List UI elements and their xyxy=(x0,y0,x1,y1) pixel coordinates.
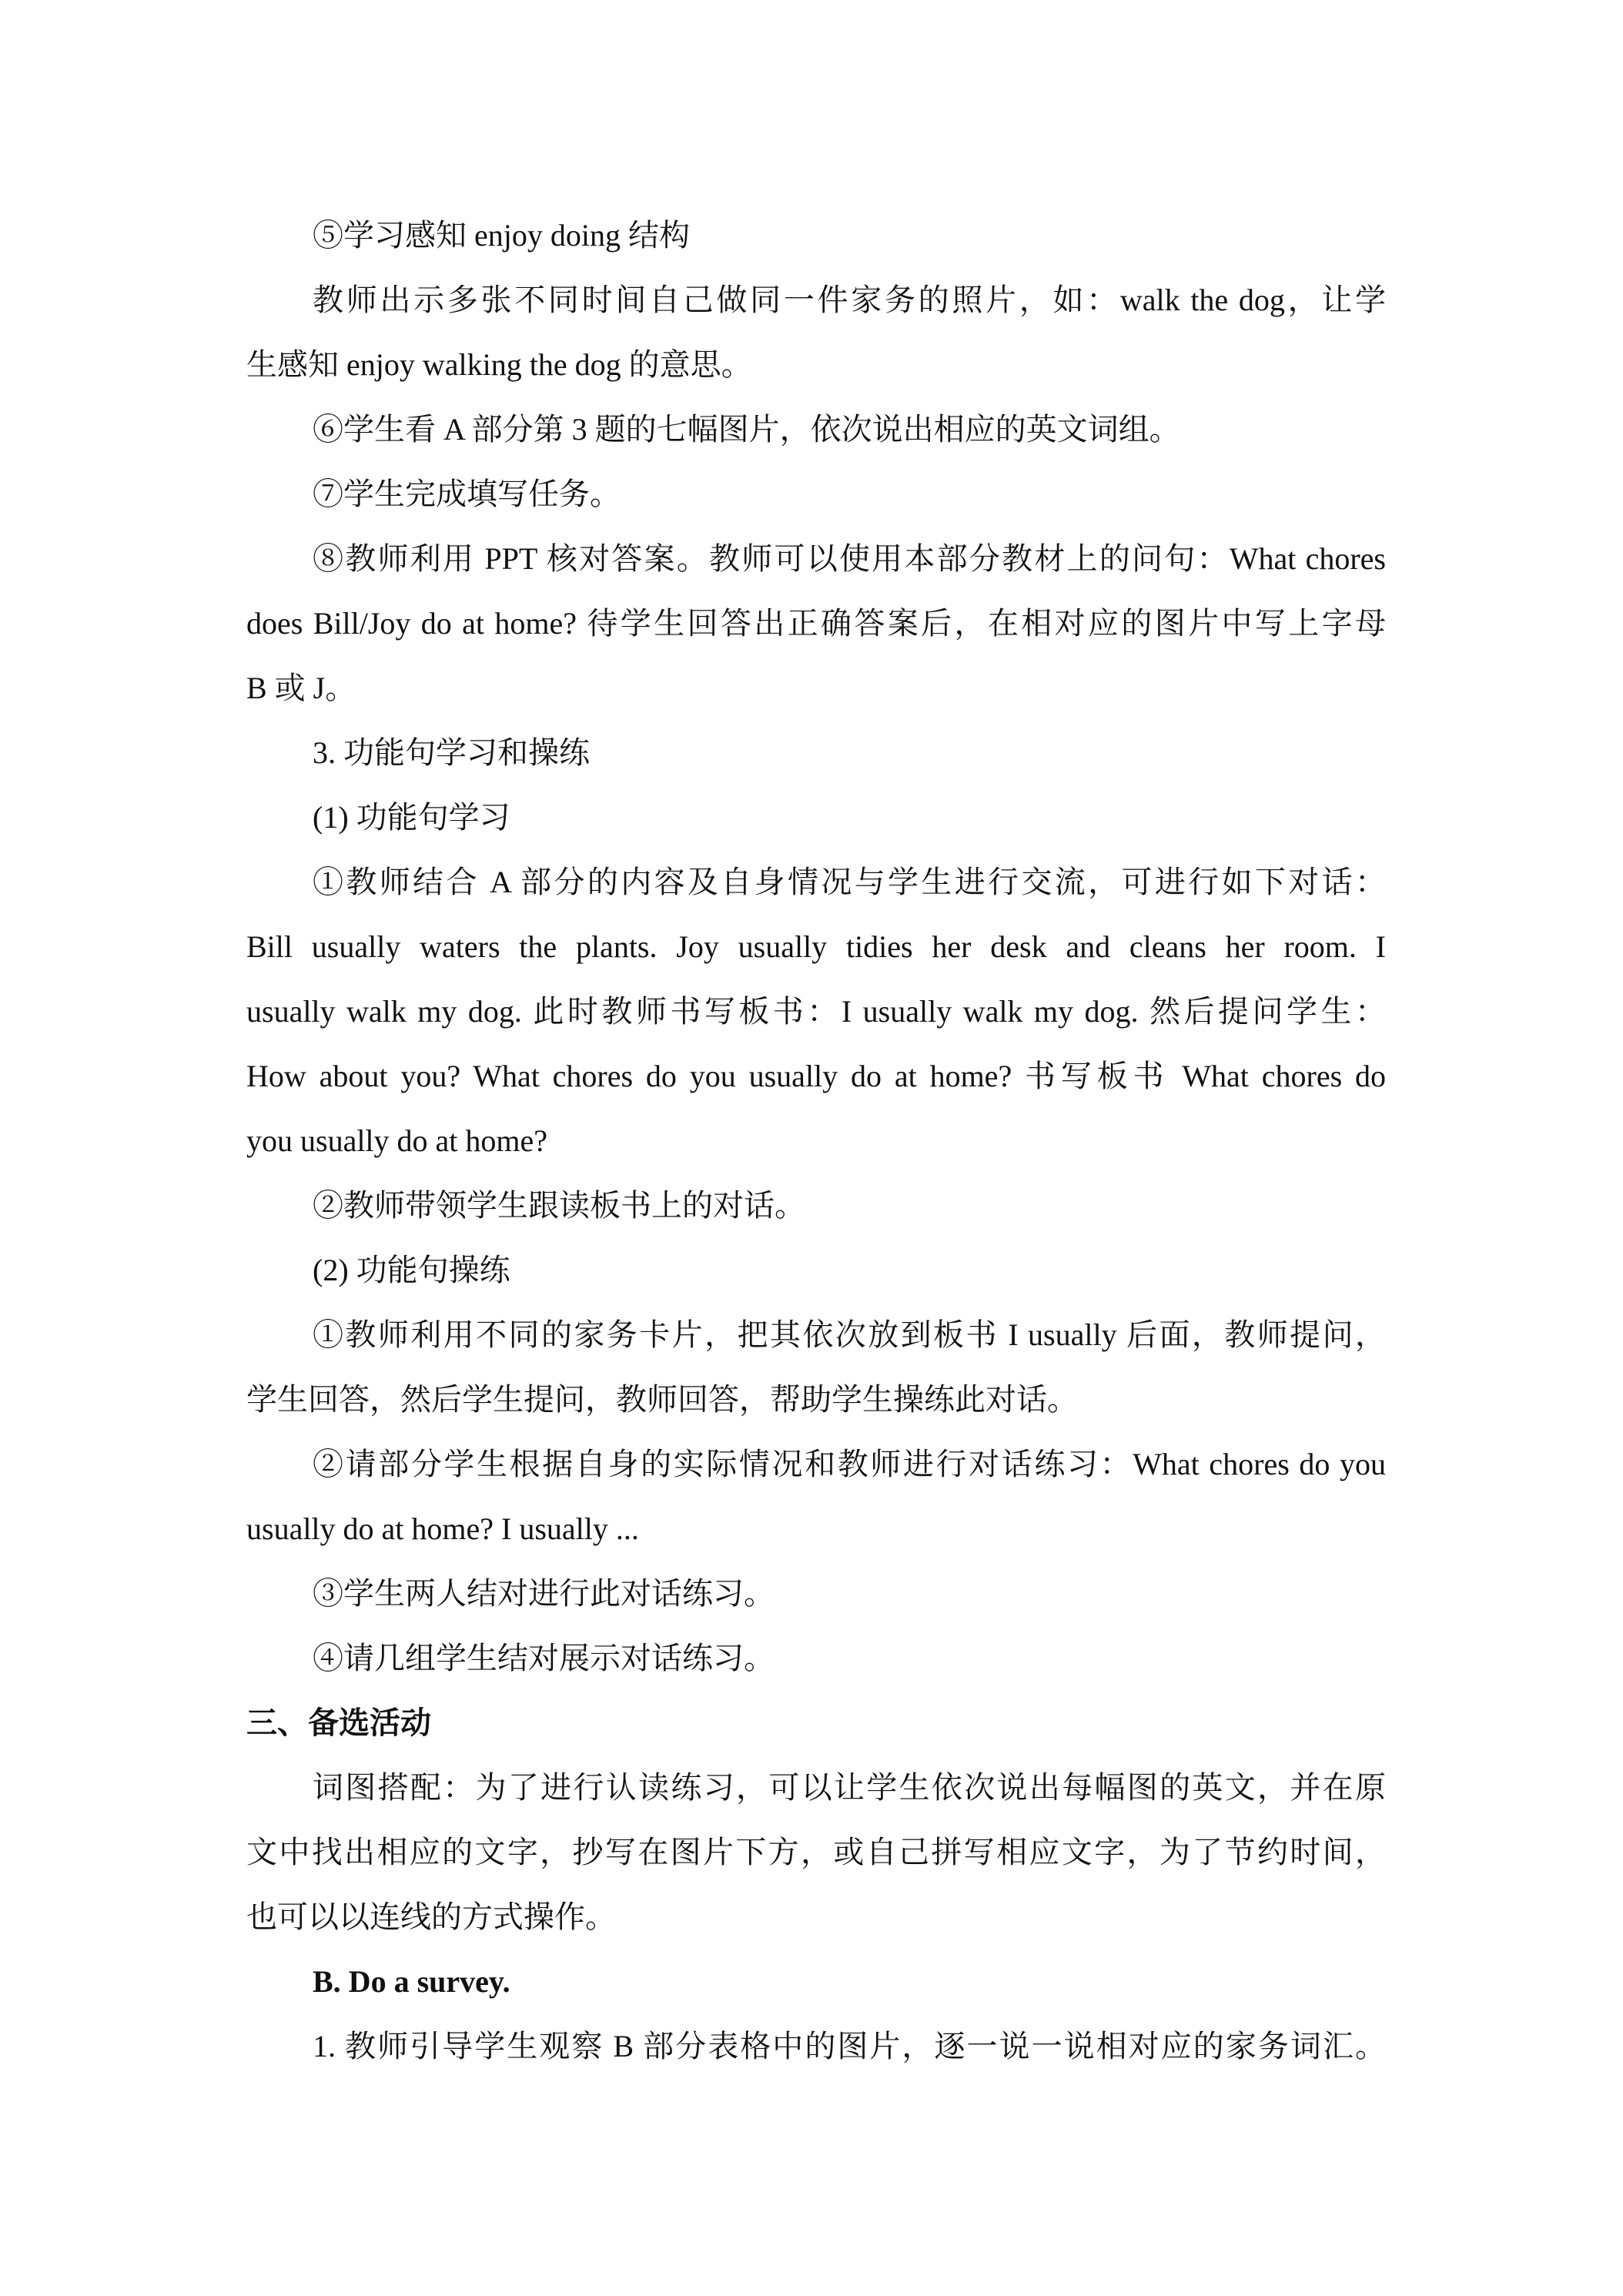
paragraph-line: usually walk my dog. 此时教师书写板书：I usually walk my dog. 然后提问学生： xyxy=(246,994,1386,1029)
paragraph-line: 词图搭配：为了进行认读练习，可以让学生依次说出每幅图的英文，并在原 xyxy=(313,1770,1386,1805)
paragraph-line: Bill usually waters the plants. Joy usually tidies her desk and cleans her room. I xyxy=(246,929,1386,964)
subsection-heading-2: (2) 功能句操练 xyxy=(313,1253,510,1287)
step-7-line: ⑦学生完成填写任务。 xyxy=(313,477,621,511)
paragraph-line: ②教师带领学生跟读板书上的对话。 xyxy=(313,1188,805,1223)
paragraph-line: ④请几组学生结对展示对话练习。 xyxy=(313,1641,775,1675)
paragraph-line: 1. 教师引导学生观察 B 部分表格中的图片，逐一说一说相对应的家务词汇。 xyxy=(313,2029,1386,2063)
paragraph-line: you usually do at home? xyxy=(246,1123,548,1158)
paragraph-line: ①教师利用不同的家务卡片，把其依次放到板书 I usually 后面，教师提问， xyxy=(313,1317,1386,1352)
paragraph-line: B 或 J。 xyxy=(246,671,356,705)
section-heading-optional-activity: 三、备选活动 xyxy=(246,1705,431,1740)
paragraph-line: 生感知 enjoy walking the dog 的意思。 xyxy=(246,347,752,382)
paragraph-line: does Bill/Joy do at home? 待学生回答出正确答案后，在相对应的图片中写上字母 xyxy=(246,606,1386,641)
step-5-line: ⑤学习感知 enjoy doing 结构 xyxy=(313,218,690,253)
paragraph-line: 教师出示多张不同时间自己做同一件家务的照片，如：walk the dog，让学 xyxy=(313,283,1386,317)
paragraph-line: 学生回答，然后学生提问，教师回答，帮助学生操练此对话。 xyxy=(246,1382,1078,1417)
paragraph-line: ①教师结合 A 部分的内容及自身情况与学生进行交流，可进行如下对话： xyxy=(313,865,1386,899)
step-6-line: ⑥学生看 A 部分第 3 题的七幅图片，依次说出相应的英文词组。 xyxy=(313,412,1180,447)
subsection-heading-1: (1) 功能句学习 xyxy=(313,800,510,835)
paragraph-line: How about you? What chores do you usually do at home? 书写板书 What chores do xyxy=(246,1059,1386,1093)
paragraph-line: 也可以以连线的方式操作。 xyxy=(246,1899,616,1934)
section-heading-b: B. Do a survey. xyxy=(313,1964,510,1999)
document-body xyxy=(246,203,1386,2079)
step-8-line: ⑧教师利用 PPT 核对答案。教师可以使用本部分教材上的问句：What chores xyxy=(313,541,1386,576)
paragraph-line: 文中找出相应的文字，抄写在图片下方，或自己拼写相应文字，为了节约时间， xyxy=(246,1835,1386,1869)
section-heading-3: 3. 功能句学习和操练 xyxy=(313,735,590,770)
paragraph-line: usually do at home? I usually ... xyxy=(246,1511,639,1546)
paragraph-line: ③学生两人结对进行此对话练习。 xyxy=(313,1576,775,1611)
paragraph-line: ②请部分学生根据自身的实际情况和教师进行对话练习：What chores do you xyxy=(313,1447,1386,1481)
